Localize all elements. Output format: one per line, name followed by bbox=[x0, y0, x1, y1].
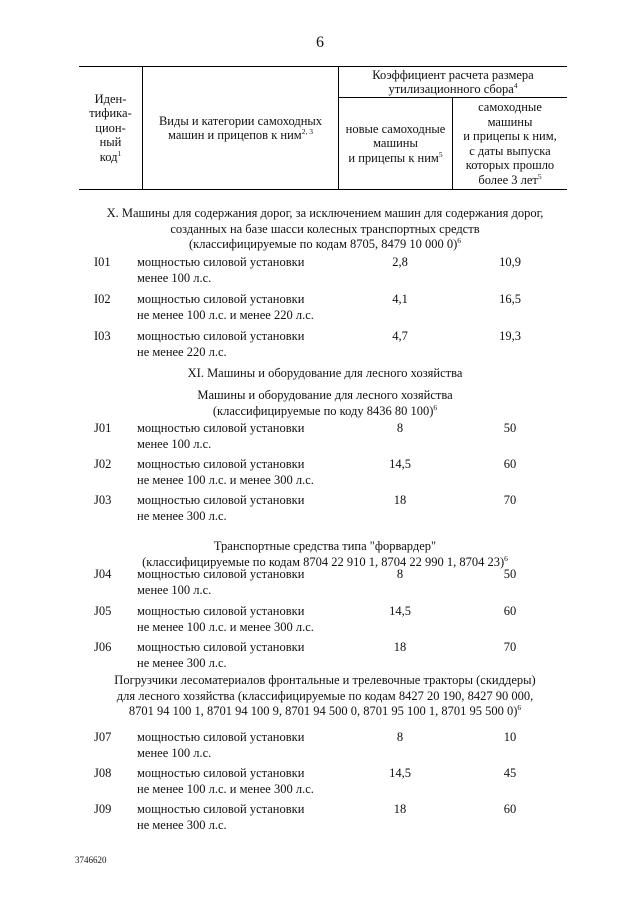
footnote-ref: 2, 3 bbox=[301, 126, 313, 136]
row-code: J08 bbox=[94, 766, 112, 780]
row-coef-new: 4,1 bbox=[392, 292, 408, 306]
row-description: мощностью силовой установки менее 100 л.с. bbox=[137, 421, 305, 451]
footnote-ref: 4 bbox=[513, 80, 518, 90]
row-coef-new: 18 bbox=[393, 493, 407, 507]
table-row bbox=[0, 421, 640, 455]
table-header bbox=[79, 66, 567, 190]
row-description: мощностью силовой установки не менее 100 л.с. и менее 300 л.с. bbox=[137, 604, 314, 634]
table-row bbox=[0, 640, 640, 674]
footnote-ref: 6 bbox=[517, 702, 522, 712]
row-coef-old: 10 bbox=[503, 730, 517, 744]
row-coef-new: 2,8 bbox=[392, 255, 408, 269]
row-code: I03 bbox=[94, 329, 111, 343]
header-kinds bbox=[143, 67, 338, 189]
document-id: 3746620 bbox=[75, 855, 107, 865]
row-code: J01 bbox=[94, 421, 112, 435]
row-description: мощностью силовой установки не менее 100 л.с. и менее 300 л.с. bbox=[137, 766, 314, 796]
table-row bbox=[0, 329, 640, 363]
row-coef-old: 70 bbox=[503, 493, 517, 507]
footnote-ref: 5 bbox=[537, 171, 542, 181]
row-coef-new: 18 bbox=[393, 802, 407, 816]
header-kinds-text: Виды и категории самоходных машин и прицепов к ним bbox=[158, 113, 323, 142]
section-title: Погрузчики лесоматериалов фронтальные и трелевочные тракторы (скиддеры) для лесного хозяйства (классифицируемые по кодам 8427 20 190, 8427 90 000, 8701 94 100 1, 8701 94 100 9, 8701 94 500 0, 8701 95 100 1, 8701 95 500 0)$^6$ bbox=[114, 673, 536, 718]
row-description: мощностью силовой установки не менее 300 л.с. bbox=[137, 640, 305, 670]
row-code: J05 bbox=[94, 604, 112, 618]
row-coef-old: 10,9 bbox=[499, 255, 521, 269]
header-code-text: Иден- тифика- цион- ный код bbox=[89, 91, 132, 164]
row-coef-new: 14,5 bbox=[389, 604, 411, 618]
row-description: мощностью силовой установки менее 100 л.с. bbox=[137, 567, 305, 597]
row-code: J09 bbox=[94, 802, 112, 816]
row-coef-new: 8 bbox=[396, 730, 404, 744]
row-coef-new: 18 bbox=[393, 640, 407, 654]
table-row bbox=[0, 457, 640, 491]
footnote-ref: 1 bbox=[117, 148, 122, 158]
table-row bbox=[0, 802, 640, 836]
row-code: I02 bbox=[94, 292, 111, 306]
row-coef-old: 45 bbox=[503, 766, 517, 780]
row-coef-new: 14,5 bbox=[389, 766, 411, 780]
header-old-text: самоходные машины и прицепы к ним, с даты выпуска которых прошло более 3 лет bbox=[463, 100, 557, 187]
table-row bbox=[0, 292, 640, 326]
row-description: мощностью силовой установки не менее 300 л.с. bbox=[137, 493, 305, 523]
header-old bbox=[453, 98, 567, 189]
row-description: мощностью силовой установки менее 100 л.с. bbox=[137, 255, 305, 285]
row-description: мощностью силовой установки не менее 100 л.с. и менее 220 л.с. bbox=[137, 292, 314, 322]
row-coef-new: 4,7 bbox=[392, 329, 408, 343]
row-coef-new: 14,5 bbox=[389, 457, 411, 471]
section-title: X. Машины для содержания дорог, за исключением машин для содержания дорог, созданных на базе шасси колесных транспортных средств (классифицируемые по кодам 8705, 8479 10 000 0)$^6$ bbox=[106, 206, 544, 251]
row-code: I01 bbox=[94, 255, 111, 269]
table-row bbox=[0, 255, 640, 289]
row-coef-old: 60 bbox=[503, 457, 517, 471]
row-coef-old: 70 bbox=[503, 640, 517, 654]
header-code bbox=[79, 67, 142, 189]
row-description: мощностью силовой установки не менее 100 л.с. и менее 300 л.с. bbox=[137, 457, 314, 487]
row-code: J04 bbox=[94, 567, 112, 581]
section-title: Машины и оборудование для лесного хозяйства (классифицируемые по коду 8436 80 100)$^6$ bbox=[197, 388, 453, 418]
header-new-text: новые самоходные машины и прицепы к ним bbox=[345, 121, 446, 165]
row-code: J03 bbox=[94, 493, 112, 507]
table-row bbox=[0, 604, 640, 638]
table-row bbox=[0, 730, 640, 764]
table-row bbox=[0, 493, 640, 527]
footnote-ref: 6 bbox=[504, 553, 508, 563]
footnote-ref: 6 bbox=[433, 402, 438, 412]
table-row bbox=[0, 766, 640, 800]
footnote-ref: 5 bbox=[438, 149, 443, 159]
row-description: мощностью силовой установки менее 100 л.с. bbox=[137, 730, 305, 760]
header-coefficient bbox=[339, 67, 567, 97]
header-new bbox=[339, 98, 452, 189]
row-description: мощностью силовой установки не менее 300 л.с. bbox=[137, 802, 305, 832]
row-coef-old: 50 bbox=[503, 421, 517, 435]
header-coefficient-text: Коэффициент расчета размера утилизационного сбора bbox=[372, 67, 534, 96]
row-description: мощностью силовой установки не менее 220 л.с. bbox=[137, 329, 305, 359]
footnote-ref: 6 bbox=[457, 235, 462, 245]
page-number: 6 bbox=[316, 34, 324, 51]
table-row bbox=[0, 567, 640, 601]
row-code: J02 bbox=[94, 457, 112, 471]
row-coef-old: 19,3 bbox=[499, 329, 521, 343]
row-coef-new: 8 bbox=[396, 567, 404, 581]
row-coef-old: 50 bbox=[503, 567, 517, 581]
section-title: XI. Машины и оборудование для лесного хозяйства bbox=[187, 366, 463, 380]
row-coef-new: 8 bbox=[396, 421, 404, 435]
section-title: Транспортные средства типа "форвардер" (классифицируемые по кодам 8704 22 910 1, 8704 22 990 1, 8704 23)$^6$ bbox=[142, 539, 508, 569]
row-code: J07 bbox=[94, 730, 112, 744]
row-coef-old: 60 bbox=[503, 802, 517, 816]
row-coef-old: 16,5 bbox=[499, 292, 521, 306]
row-code: J06 bbox=[94, 640, 112, 654]
row-coef-old: 60 bbox=[503, 604, 517, 618]
